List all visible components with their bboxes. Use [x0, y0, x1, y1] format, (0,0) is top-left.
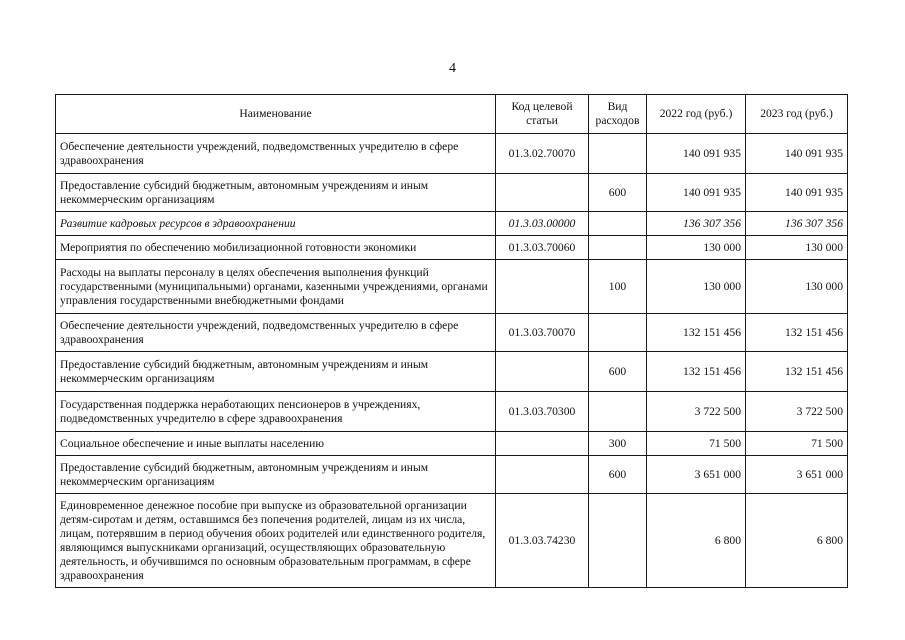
row-code: 01.3.03.70300 [496, 392, 589, 432]
row-amount-2023: 140 091 935 [746, 174, 848, 212]
table-row [56, 494, 848, 588]
row-amount-2023: 132 151 456 [746, 314, 848, 352]
row-code: 01.3.02.70070 [496, 134, 589, 174]
row-amount-2023: 136 307 356 [746, 212, 848, 236]
table-header-row [56, 95, 848, 134]
row-code [496, 432, 589, 456]
row-amount-2022: 3 651 000 [647, 456, 746, 494]
row-amount-2023: 130 000 [746, 260, 848, 314]
row-name: Предоставление субсидий бюджетным, автономным учреждениям и иным некоммерческим организациям [56, 456, 496, 494]
row-amount-2023: 132 151 456 [746, 352, 848, 392]
row-name: Мероприятия по обеспечению мобилизационной готовности экономики [56, 236, 496, 260]
row-amount-2022: 136 307 356 [647, 212, 746, 236]
row-name: Предоставление субсидий бюджетным, автономным учреждениям и иным некоммерческим организациям [56, 352, 496, 392]
row-amount-2022: 3 722 500 [647, 392, 746, 432]
page-number: 4 [449, 61, 456, 76]
budget-table [55, 94, 848, 588]
row-expense-type: 100 [589, 260, 647, 314]
row-amount-2023: 6 800 [746, 494, 848, 588]
table-row [56, 314, 848, 352]
row-code [496, 174, 589, 212]
row-amount-2023: 130 000 [746, 236, 848, 260]
row-expense-type [589, 212, 647, 236]
header-year-2022: 2022 год (руб.) [647, 95, 746, 134]
row-name: Расходы на выплаты персоналу в целях обеспечения выполнения функций государственными (муниципальными) органами, казенными учреждениями, органами управления государственными внебюджетными фондами [56, 260, 496, 314]
header-year-2023: 2023 год (руб.) [746, 95, 848, 134]
row-expense-type [589, 236, 647, 260]
row-code: 01.3.03.70070 [496, 314, 589, 352]
row-expense-type: 600 [589, 456, 647, 494]
row-amount-2023: 3 722 500 [746, 392, 848, 432]
table-row [56, 134, 848, 174]
row-code [496, 456, 589, 494]
row-amount-2022: 140 091 935 [647, 134, 746, 174]
row-amount-2022: 132 151 456 [647, 314, 746, 352]
header-code: Код целевой статьи [496, 95, 589, 134]
table-row [56, 392, 848, 432]
table-row [56, 456, 848, 494]
row-code [496, 352, 589, 392]
row-expense-type [589, 494, 647, 588]
row-amount-2022: 130 000 [647, 236, 746, 260]
row-amount-2022: 130 000 [647, 260, 746, 314]
row-expense-type: 600 [589, 174, 647, 212]
row-name: Обеспечение деятельности учреждений, подведомственных учредителю в сфере здравоохранения [56, 134, 496, 174]
header-name: Наименование [56, 95, 496, 134]
row-name: Обеспечение деятельности учреждений, подведомственных учредителю в сфере здравоохранения [56, 314, 496, 352]
row-name: Предоставление субсидий бюджетным, автономным учреждениям и иным некоммерческим организациям [56, 174, 496, 212]
row-amount-2023: 140 091 935 [746, 134, 848, 174]
row-expense-type [589, 314, 647, 352]
row-code [496, 260, 589, 314]
row-expense-type: 300 [589, 432, 647, 456]
table-row [56, 236, 848, 260]
row-expense-type [589, 134, 647, 174]
row-expense-type: 600 [589, 352, 647, 392]
row-name: Социальное обеспечение и иные выплаты населению [56, 432, 496, 456]
row-amount-2023: 71 500 [746, 432, 848, 456]
row-amount-2022: 71 500 [647, 432, 746, 456]
table-row [56, 432, 848, 456]
row-expense-type [589, 392, 647, 432]
table-row [56, 352, 848, 392]
row-code: 01.3.03.74230 [496, 494, 589, 588]
row-amount-2023: 3 651 000 [746, 456, 848, 494]
row-name: Развитие кадровых ресурсов в здравоохранении [56, 212, 496, 236]
table-row [56, 174, 848, 212]
row-amount-2022: 6 800 [647, 494, 746, 588]
row-name: Единовременное денежное пособие при выпуске из образовательной организации детям-сиротам и детям, оставшимся без попечения родителей, лицам из их числа, лицам, потерявшим в период обучения обоих родителей или единственного родителя, являющимся выпускниками организаций, осуществляющих образовательную деятельность, и обучившимся по основным образовательным программам, в сфере здравоохранения [56, 494, 496, 588]
table-row [56, 260, 848, 314]
row-code: 01.3.03.00000 [496, 212, 589, 236]
row-name: Государственная поддержка неработающих пенсионеров в учреждениях, подведомственных учредителю в сфере здравоохранения [56, 392, 496, 432]
header-expense-type: Вид расходов [589, 95, 647, 134]
row-amount-2022: 132 151 456 [647, 352, 746, 392]
row-code: 01.3.03.70060 [496, 236, 589, 260]
table-row [56, 212, 848, 236]
row-amount-2022: 140 091 935 [647, 174, 746, 212]
